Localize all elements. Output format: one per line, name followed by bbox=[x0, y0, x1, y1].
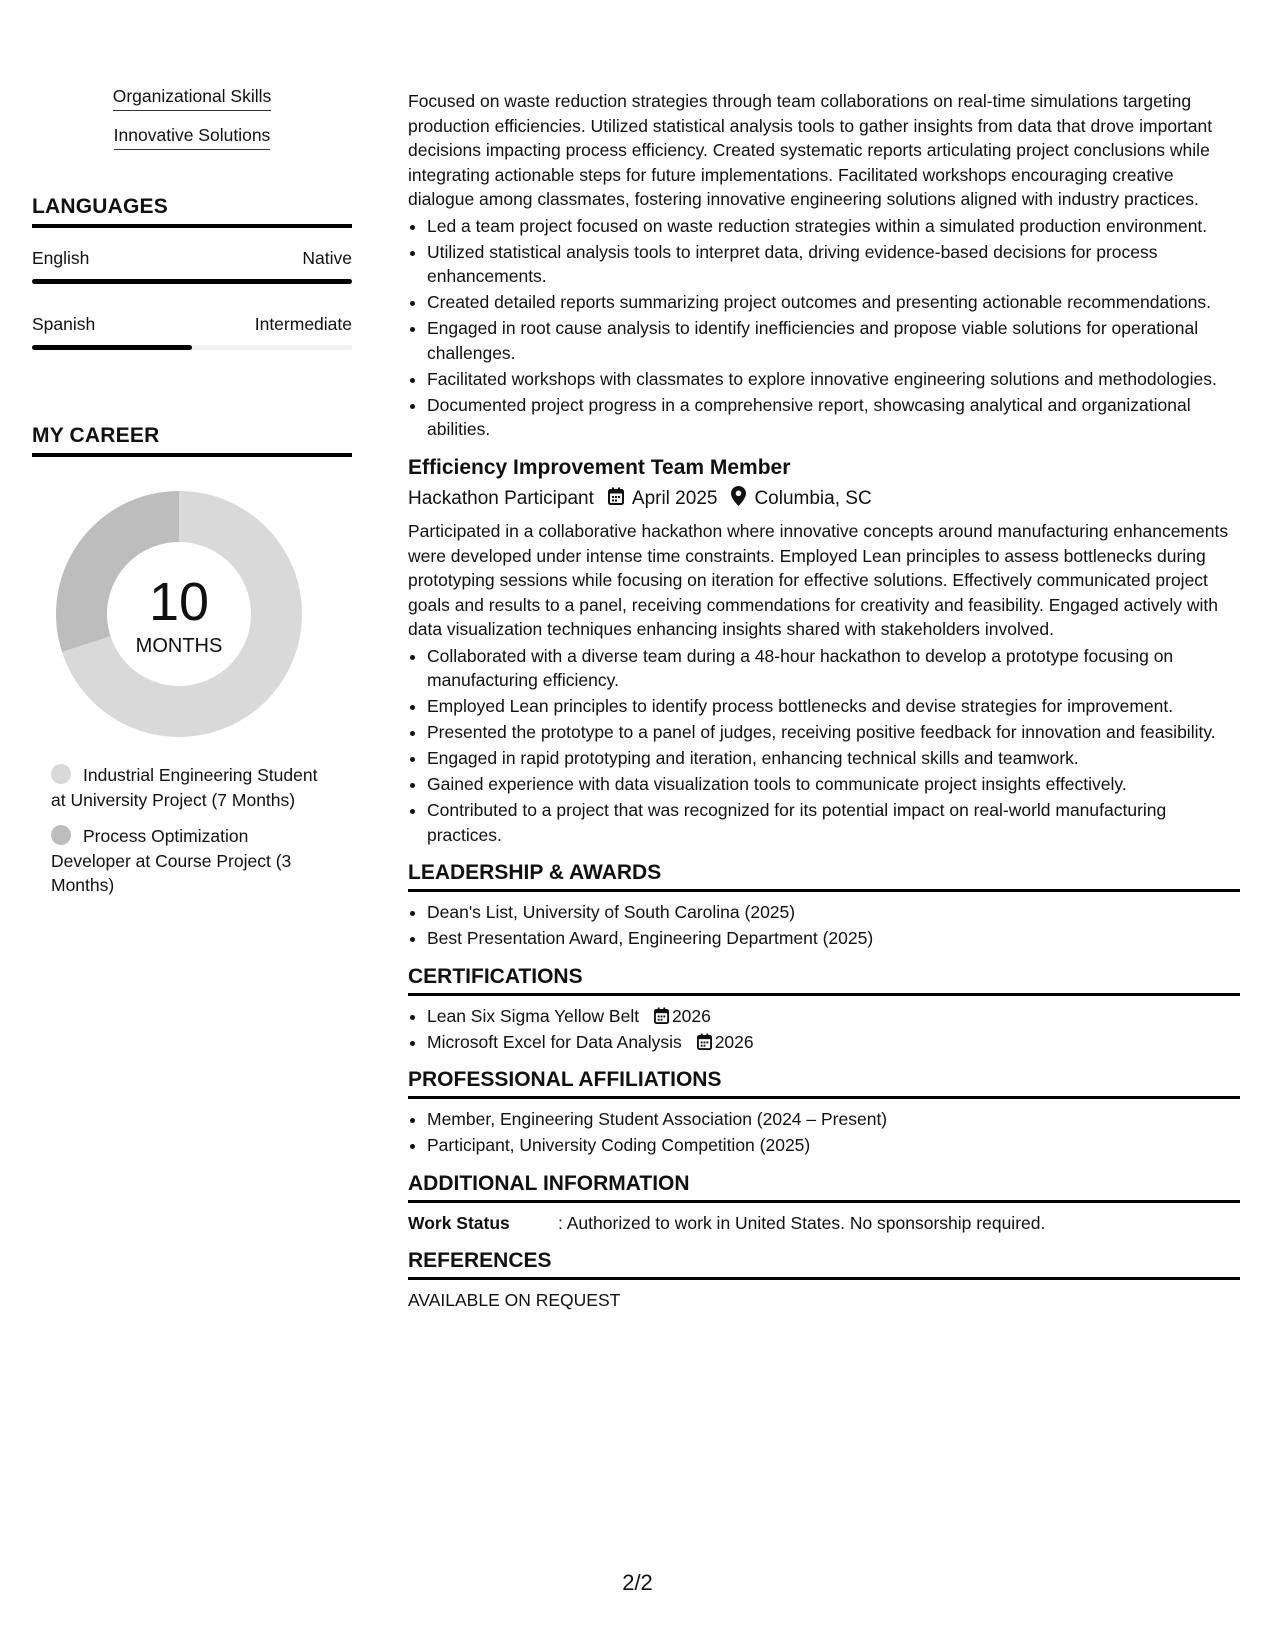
language-level: Intermediate bbox=[254, 314, 352, 334]
section-heading-additional-info: ADDITIONAL INFORMATION bbox=[408, 1171, 1240, 1203]
career-legend-dot bbox=[51, 825, 71, 845]
career-donut-chart bbox=[56, 491, 302, 737]
skill-label: Innovative Solutions bbox=[114, 125, 271, 150]
career-legend-label: Industrial Engineering Student at University Project (7 Months) bbox=[51, 765, 318, 810]
career-legend-item bbox=[32, 763, 321, 812]
job-bullet: • Facilitated workshops with classmates to explore innovative engineering solutions and methodologies. bbox=[427, 367, 1240, 392]
leadership-item: • Best Presentation Award, Engineering Department (2025) bbox=[427, 926, 1240, 951]
job-bullet: • Engaged in rapid prototyping and iteration, enhancing technical skills and teamwork. bbox=[427, 746, 1240, 771]
language-proficiency-fill bbox=[32, 345, 192, 350]
job-bullets bbox=[408, 214, 1240, 442]
job-location: Columbia, SC bbox=[754, 488, 872, 509]
calendar-icon bbox=[697, 1032, 715, 1052]
language-proficiency-bar bbox=[32, 279, 352, 284]
certification-item bbox=[427, 1030, 1240, 1055]
references-text: AVAILABLE ON REQUEST bbox=[408, 1290, 621, 1310]
job-bullets bbox=[408, 644, 1240, 848]
skill-label: Organizational Skills bbox=[113, 86, 272, 111]
section-heading-affiliations: PROFESSIONAL AFFILIATIONS bbox=[408, 1067, 1240, 1099]
section-heading-leadership: LEADERSHIP & AWARDS bbox=[408, 860, 1240, 892]
job-meta bbox=[408, 486, 1240, 514]
career-heading: MY CAREER bbox=[32, 424, 352, 457]
career-legend-label: Process Optimization Developer at Course Project (3 Months) bbox=[51, 826, 292, 895]
job-bullet: • Collaborated with a diverse team during a 48-hour hackathon to develop a prototype focusing on manufacturing efficiency. bbox=[427, 644, 1240, 693]
job-bullet: • Employed Lean principles to identify process bottlenecks and devise strategies for improvement. bbox=[427, 694, 1240, 719]
job-bullet: • Gained experience with data visualization tools to communicate project insights effectively. bbox=[427, 772, 1240, 797]
language-name: Spanish bbox=[32, 314, 96, 334]
affiliation-item: • Member, Engineering Student Association (2024 – Present) bbox=[427, 1107, 1240, 1132]
section-heading-references: REFERENCES bbox=[408, 1248, 1240, 1280]
skill-item bbox=[32, 125, 352, 150]
leadership-item: • Dean's List, University of South Carolina (2025) bbox=[427, 900, 1240, 925]
job-bullet: • Presented the prototype to a panel of judges, receiving positive feedback for innovation and feasibility. bbox=[427, 720, 1240, 745]
main-content bbox=[408, 89, 1240, 1313]
job-date: April 2025 bbox=[631, 488, 718, 509]
language-proficiency-fill bbox=[32, 279, 352, 284]
calendar-icon bbox=[654, 1006, 672, 1026]
job-bullet: • Documented project progress in a comprehensive report, showcasing analytical and organizational abilities. bbox=[427, 393, 1240, 442]
location-pin-icon bbox=[731, 486, 746, 514]
work-status-row bbox=[408, 1211, 1240, 1236]
job-bullet: • Utilized statistical analysis tools to interpret data, driving evidence-based decisions for process enhancements. bbox=[427, 240, 1240, 289]
job-bullet: • Engaged in root cause analysis to identify inefficiencies and propose viable solutions for operational challenges. bbox=[427, 316, 1240, 365]
language-proficiency-bar bbox=[32, 345, 352, 350]
career-total-months: 10 bbox=[148, 572, 210, 632]
skill-item bbox=[32, 86, 352, 111]
section-heading-certifications: CERTIFICATIONS bbox=[408, 964, 1240, 996]
job-summary: Participated in a collaborative hackathon where innovative concepts around manufacturing enhancements were developed under intense time constraints. Employed Lean principles to assess bottlenecks during prototyping sessions while focusing on iteration for effective solutions. Effectively communicated project goals and results to a panel, receiving commendations for creativity and feasibility. Engaged actively with data visualization techniques enhancing insights shared with stakeholders involved. bbox=[408, 521, 1229, 639]
affiliations-list bbox=[408, 1107, 1240, 1158]
job-summary: Focused on waste reduction strategies through team collaborations on real-time simulations targeting production efficiencies. Utilized statistical analysis tools to gather insights from data that drove important decisions impacting process efficiency. Created systematic reports articulating project conclusions while integrating actionable steps for future implementations. Facilitated workshops encouraging creative dialogue among classmates, fostering innovative engineering solutions aligned with industry practices. bbox=[408, 91, 1213, 209]
work-status-value: : Authorized to work in United States. No sponsorship required. bbox=[558, 1212, 1046, 1233]
certification-name: Microsoft Excel for Data Analysis bbox=[427, 1031, 682, 1052]
job-title: Efficiency Improvement Team Member bbox=[408, 455, 791, 479]
job-bullet: • Created detailed reports summarizing project outcomes and presenting actionable recommendations. bbox=[427, 290, 1240, 315]
career-legend-dot bbox=[51, 764, 71, 784]
certification-year: 2026 bbox=[714, 1031, 754, 1052]
page-number: 2/2 bbox=[622, 1570, 653, 1595]
work-status-label: Work Status bbox=[408, 1212, 510, 1233]
job-company: Hackathon Participant bbox=[408, 488, 594, 509]
certifications-list bbox=[408, 1004, 1240, 1055]
career-total-unit: MONTHS bbox=[135, 635, 223, 657]
affiliation-item: • Participant, University Coding Competition (2025) bbox=[427, 1133, 1240, 1158]
languages-heading: LANGUAGES bbox=[32, 195, 352, 228]
certification-name: Lean Six Sigma Yellow Belt bbox=[427, 1005, 640, 1026]
language-item bbox=[32, 248, 352, 284]
career-legend-item bbox=[32, 824, 321, 898]
job-bullet: • Led a team project focused on waste reduction strategies within a simulated production environment. bbox=[427, 214, 1240, 239]
sidebar bbox=[32, 86, 352, 910]
language-level: Native bbox=[302, 248, 352, 268]
leadership-list bbox=[408, 900, 1240, 951]
certification-year: 2026 bbox=[671, 1005, 711, 1026]
calendar-icon bbox=[608, 487, 624, 513]
language-item bbox=[32, 314, 352, 350]
job-bullet: • Contributed to a project that was recognized for its potential impact on real-world manufacturing practices. bbox=[427, 798, 1240, 847]
language-name: English bbox=[32, 248, 90, 268]
certification-item bbox=[427, 1004, 1240, 1029]
